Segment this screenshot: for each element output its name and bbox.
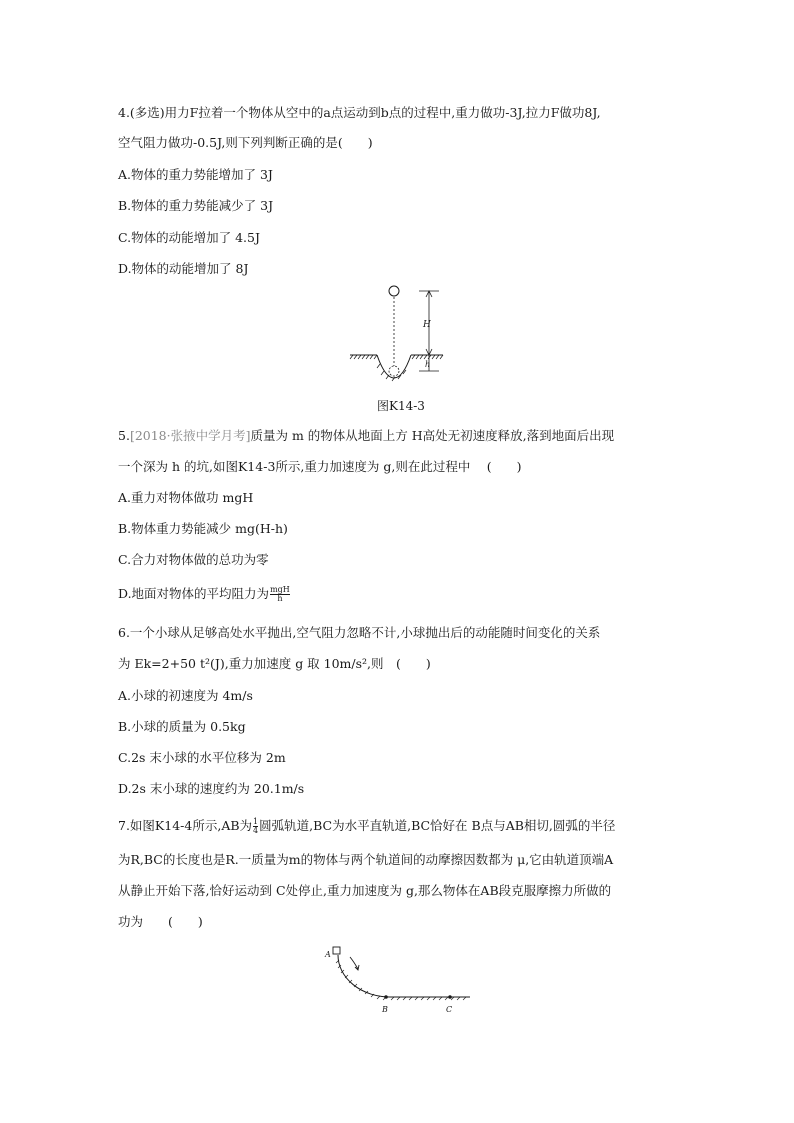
q6-stem-line2: 为 Ek=2+50 t²(J),重力加速度 g 取 10m/s²,则 ( ) <box>118 656 431 671</box>
q6-option-b: B.小球的质量为 0.5kg <box>118 719 246 734</box>
q7-stem-line3: 从静止开始下落,恰好运动到 C处停止,重力加速度为 g,那么物体在AB段克服摩擦力所做的 <box>118 883 612 898</box>
q4-option-b: B.物体的重力势能减少了 3J <box>118 198 274 213</box>
q5-source: [2018·张掖中学月考] <box>129 428 251 443</box>
q7-stem-line4: 功为 ( ) <box>118 914 203 929</box>
label-A: A <box>325 950 331 959</box>
figure-k14-3-caption: 图K14-3 <box>377 399 425 413</box>
label-B: B <box>382 1005 388 1014</box>
q4-option-a: A.物体的重力势能增加了 3J <box>118 167 273 182</box>
q7-stem-line2: 为R,BC的长度也是R.一质量为m的物体与两个轨道间的动摩擦因数都为 μ,它由轨道顶端A <box>118 852 614 867</box>
q6-option-c: C.2s 末小球的水平位移为 2m <box>118 750 286 765</box>
direction-arrow-icon <box>350 957 358 969</box>
q6-option-a: A.小球的初速度为 4m/s <box>118 688 253 703</box>
label-H: H <box>423 320 431 330</box>
figure-k14-3 <box>345 280 455 380</box>
q4-stem-line2: 空气阻力做功-0.5J,则下列判断正确的是( ) <box>118 135 373 150</box>
q5-option-c: C.合力对物体做的总功为零 <box>118 552 269 567</box>
q5-option-d: D.地面对物体的平均阻力为 $\frac{\text{mgH}}{h}$ <box>118 585 290 603</box>
q5-stem-line1: 5.[2018·张掖中学月考]质量为 m 的物体从地面上方 H高处无初速度释放,落到地面后出现 <box>118 428 615 443</box>
q4-stem-line1: 4.(多选)用力F拉着一个物体从空中的a点运动到b点的过程中,重力做功-3J,拉力F做功8J, <box>118 105 601 120</box>
q5-stem-line2: 一个深为 h 的坑,如图K14-3所示,重力加速度为 g,则在此过程中 ( ) <box>118 459 522 474</box>
block-icon <box>333 947 340 954</box>
q5-option-b: B.物体重力势能减少 mg(H-h) <box>118 521 288 536</box>
ball-icon <box>389 286 399 296</box>
label-C: C <box>446 1005 453 1014</box>
label-h: h <box>425 360 431 369</box>
q6-stem-line1: 6.一个小球从足够高处水平抛出,空气阻力忽略不计,小球抛出后的动能随时间变化的关系 <box>118 625 601 640</box>
q5-fraction: $\frac{\text{mgH}}{h}$ <box>270 585 290 603</box>
q4-option-d: D.物体的动能增加了 8J <box>118 261 249 276</box>
q7-stem-line1: 7.如图K14-4所示,AB为 $\frac{1}{4}$ 圆弧轨道,BC为水平直轨道,BC恰好在 B点与AB相切,圆弧的半径 <box>118 817 616 835</box>
figure-k14-4 <box>322 942 477 1017</box>
q6-option-d: D.2s 末小球的速度约为 20.1m/s <box>118 781 305 796</box>
q4-option-c: C.物体的动能增加了 4.5J <box>118 230 260 245</box>
q7-quarter-fraction: $\frac{1}{4}$ <box>253 817 259 835</box>
q5-option-a: A.重力对物体做功 mgH <box>118 490 254 505</box>
